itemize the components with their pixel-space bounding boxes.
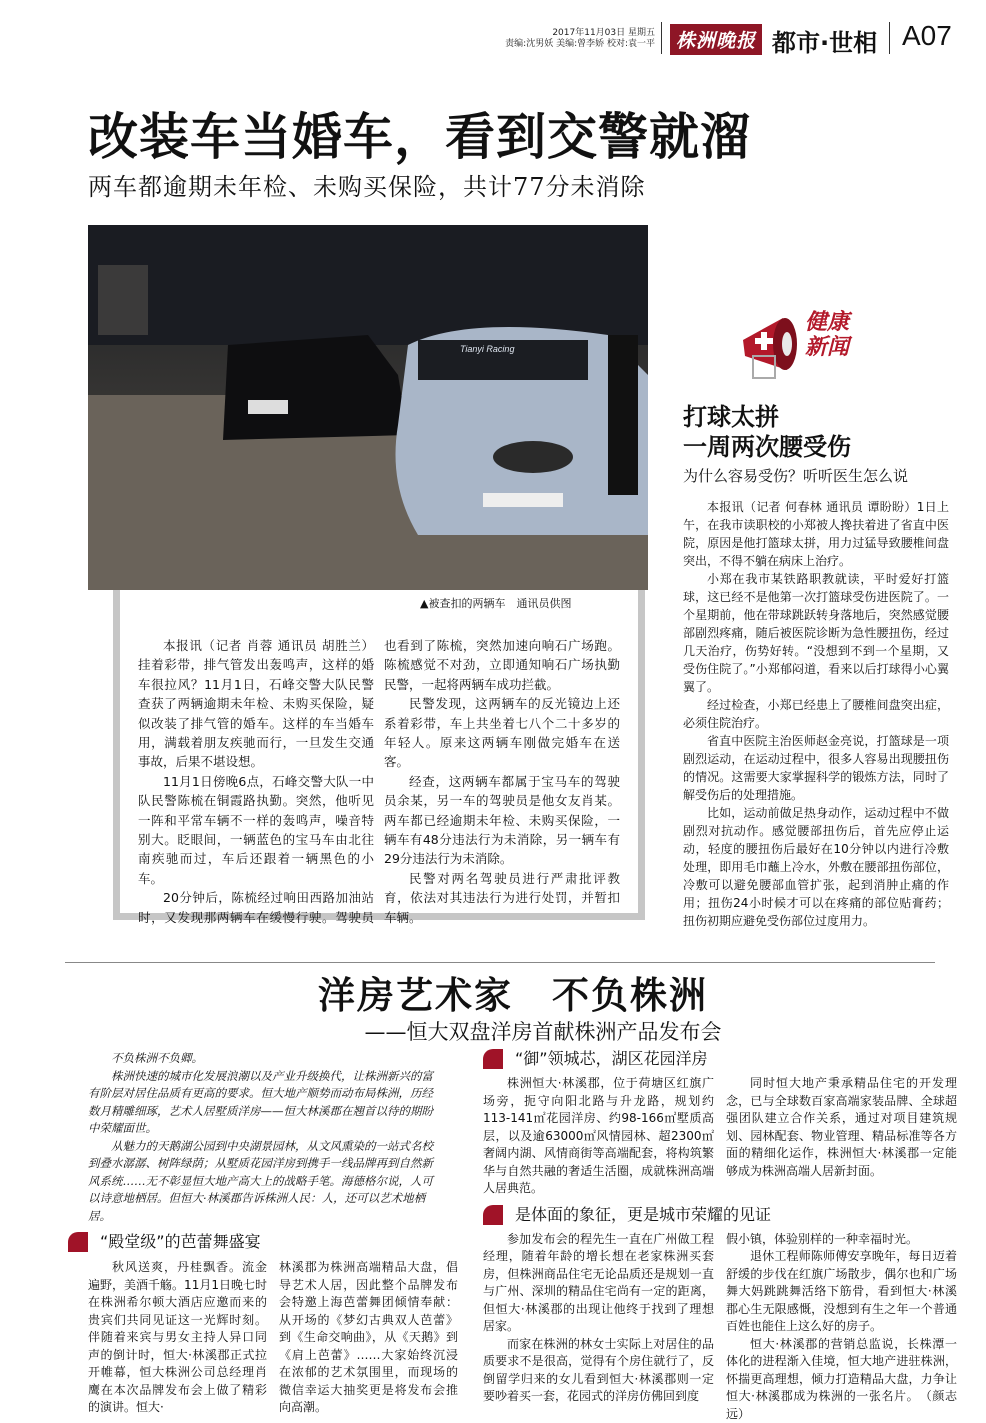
article-body xyxy=(138,636,620,927)
paragraph: 秋风送爽，丹桂飘香。流金遍野，美酒千觞。11月1日晚七时在株洲希尔顿大酒店应邀而来的贵宾们共同见证这一光辉时刻。伴随着来宾与男女主持人异口同声的倒计时，恒大·林溪郡正式拉开帷幕，恒大株洲公司总经理肖鹰在本次品牌发布会上做了精彩的演讲。恒大· xyxy=(88,1259,267,1417)
paragraph: 株洲快速的城市化发展浪潮以及产业升级换代，让株洲新兴的富有阶层对居住品质有更高的要求。恒大地产顺势而动布局株洲，历经数月精雕细琢，艺术人居墅质洋房——恒大林溪郡在翘首以待的期盼中荣耀面世。 xyxy=(88,1068,436,1138)
health-news-badge xyxy=(735,308,875,388)
page-number: A07 xyxy=(902,20,952,52)
ad-column xyxy=(726,1075,957,1198)
paragraph: 小郑在我市某铁路职教就读，平时爱好打篮球，这已经不是他第一次打篮球受伤进医院了。一个星期前，他在带球跳跃转身落地后，突然感觉腰部剧烈疼痛，随后被医院诊断为急性腰扭伤，经过几天治疗，伤势好转。“没想到不到一个星期，又受伤住院了。”小郑郁闷道，看来以后打球得小心翼翼了。 xyxy=(683,570,949,696)
editor-credits: 责编:沈男妖 美编:曾李娇 校对:袁一平 xyxy=(505,39,655,50)
paragraph: 经查，这两辆车都属于宝马车的驾驶员余某，另一车的驾驶员是他女友肖某。两车都已经逾期未年检、未购买保险，一辆车有48分违法行为未消除，另一辆车有29分违法行为未消除。 xyxy=(384,772,620,869)
health-title xyxy=(683,402,851,462)
windshield-banner-text: Tianyi Racing xyxy=(460,344,514,354)
paragraph: 从魅力的天鹅湖公园到中央湖景园林，从文风熏染的一站式名校到叠水潺潺、树阵绿荫；从墅质花园洋房到携手一线品牌再到自然新风系统……无不彰显恒大地产高大上的战略手笔。海德格尔说，人可以诗意地栖居。但恒大·林溪郡告诉株洲人民：人，还可以艺术地栖居。 xyxy=(88,1138,436,1226)
section-heading-text: “殿堂级”的芭蕾舞盛宴 xyxy=(100,1232,261,1252)
paragraph: 参加发布会的程先生一直在广州做工程经理，随着年龄的增长想在老家株洲买套房，但株洲商品住宅无论品质还是规划一直与广州、深圳的精品住宅尚有一定的距离，但恒大·林溪郡的出现让他终于找到了理想居家。 xyxy=(483,1231,714,1336)
issue-date: 2017年11月03日 星期五 xyxy=(505,28,655,39)
paragraph: 恒大·林溪郡的营销总监说，长株潭一体化的进程渐入佳境，恒大地产进驻株洲，怀揣更高理想，倾力打造精品大盘，力争让恒大·林溪郡成为株洲的一张名片。 （颜志远） xyxy=(726,1336,957,1423)
article-subtitle: 两车都逾期未年检、未购买保险，共计77分未消除 xyxy=(88,172,646,202)
paragraph: 林溪郡为株洲高端精品大盘，倡导艺术人居，因此整个品牌发布会特邀上海芭蕾舞团倾情奉献：从开场的《梦幻古典双人芭蕾》到《生命交响曲》，从《天鹅》到《肩上芭蕾》……大家始终沉浸在浓郁的艺术氛围里，而现场的微信幸运大抽奖更是将发布会推向高潮。 xyxy=(279,1259,458,1417)
paragraph: 退休工程师陈师傅安享晚年，每日迈着舒缓的步伐在红旗广场散步，偶尔也和广场舞大妈跳跳舞活络下筋骨，看到恒大·林溪郡心生无限感慨，没想到有生之年一个普通百姓也能住上这么好的房子。 xyxy=(726,1248,957,1336)
section-divider xyxy=(65,962,935,963)
section-heading xyxy=(68,1231,458,1253)
ad-right-area xyxy=(483,1048,957,1423)
ad-columns xyxy=(88,1259,458,1417)
photo-caption: ▲被查扣的两辆车 通讯员供图 xyxy=(420,597,571,611)
health-title-line: 一周两次腰受伤 xyxy=(683,432,851,462)
ad-column xyxy=(88,1259,267,1417)
ad-intro xyxy=(88,1050,436,1225)
paragraph: 不负株洲不负卿。 xyxy=(88,1050,436,1068)
paragraph: 本报讯（记者 肖蓉 通讯员 胡胜兰）挂着彩带，排气管发出轰鸣声，这样的婚车很拉风？11月1日，石峰交警大队民警查获了两辆逾期未年检、未购买保险，疑似改装了排气管的婚车。这样的车当婚车用，满载着朋友疾驰而行，一旦发生交通事故，后果不堪设想。 xyxy=(138,636,374,772)
ad-columns xyxy=(483,1075,957,1198)
health-title-line: 打球太拼 xyxy=(683,402,851,432)
cars-photo-graphic xyxy=(88,225,648,590)
ad-title: 洋房艺术家 不负株洲 xyxy=(40,975,986,1017)
ad-columns xyxy=(483,1231,957,1423)
article-title: 改装车当婚车，看到交警就溜 xyxy=(88,108,751,166)
health-body xyxy=(683,498,949,930)
paragraph: 而家在株洲的林女士实际上对居住的品质要求不是很高，觉得有个房住就行了，反倒留学归来的女儿看到恒大·林溪郡则一定要吵着买一套，花园式的洋房仿佛回到度 xyxy=(483,1336,714,1406)
paragraph: 比如，运动前做足热身动作，运动过程中不做剧烈对抗动作。感觉腰部扭伤后，首先应停止运动，轻度的腰扭伤后最好在10分钟以内进行冷敷处理，即用毛巾蘸上冷水，外敷在腰部扭伤部位，冷敷可以避免腰部血管扩张，起到消肿止痛的作用；扭伤24小时候才可以在疼痛的部位贴膏药；扭伤初期应避免受伤部位过度用力。 xyxy=(683,804,949,930)
section-heading-text: 是体面的象征，更是城市荣耀的见证 xyxy=(515,1205,771,1225)
paragraph: 株洲恒大·林溪郡，位于荷塘区红旗广场旁，扼守向阳北路与升龙路，规划约113-141㎡花园洋房、约98-166㎡墅质高层，以及逾63000㎡风情园林、超2300㎡奢阔内湖、风情商街等高端配套，将构筑繁华与自然共融的奢适生活圈，成就株洲高端人居典范。 xyxy=(483,1075,714,1198)
ad-column xyxy=(279,1259,458,1417)
section-heading xyxy=(483,1048,957,1070)
header-divider xyxy=(661,22,662,54)
ad-column xyxy=(483,1231,714,1423)
news-photo xyxy=(88,225,648,590)
megaphone-icon xyxy=(735,310,805,382)
section-mark-icon xyxy=(68,1232,88,1252)
ad-subtitle: ——恒大双盘洋房首献株洲产品发布会 xyxy=(100,1020,986,1044)
paragraph: 本报讯（记者 何春林 通讯员 谭盼盼）1日上午，在我市读职校的小郑被人搀扶着进了省直中医院，原因是他打篮球太拼，用力过猛导致腰椎间盘突出，不得不躺在病床上治疗。 xyxy=(683,498,949,570)
paragraph: 省直中医院主治医师赵金亮说，打篮球是一项剧烈运动，在运动过程中，很多人容易出现腰扭伤的情况。这需要大家掌握科学的锻炼方法，同时了解受伤后的处理措施。 xyxy=(683,732,949,804)
health-news-label: 健康新闻 xyxy=(805,310,855,360)
section-heading xyxy=(483,1204,957,1226)
section-mark-icon xyxy=(483,1049,503,1069)
paragraph: 民警发现，这两辆车的反光镜边上还系着彩带，车上共坐着七八个二十多岁的年轻人。原来这两辆车刚做完婚车在送客。 xyxy=(384,694,620,772)
section-heading-text: “御”领城芯，湖区花园洋房 xyxy=(515,1049,708,1069)
paragraph: 同时恒大地产秉承精品住宅的开发理念，已与全球数百家高端家装品牌、全球超强团队建立合作关系，通过对项目建筑规划、园林配套、物业管理、精品标准等各方面的精细化运作，株洲恒大·林溪郡一定能够成为株洲高端人居新封面。 xyxy=(726,1075,957,1180)
paragraph: 假小镇，体验别样的一种幸福时光。 xyxy=(726,1231,957,1249)
section-name: 都市·世相 xyxy=(772,23,877,58)
section-mark-icon xyxy=(483,1205,503,1225)
paragraph: 民警对两名驾驶员进行严肃批评教育，依法对其违法行为进行处罚，并暂扣车辆。 xyxy=(384,869,620,927)
paragraph: 20分钟后，陈梳经过响田西路加油站时，又发现那两辆车在缓慢行驶。驾驶员也看到了陈梳，突然加速向响石广场跑。陈梳感觉不对劲，立即通知响石广场执勤民警，一起将两辆车成功拦截。 xyxy=(138,636,620,927)
ad-column xyxy=(483,1075,714,1198)
header-divider-2 xyxy=(889,22,890,54)
health-subtitle: 为什么容易受伤？听听医生怎么说 xyxy=(683,467,908,485)
ad-column xyxy=(726,1231,957,1423)
paper-logo: 株洲晚报 xyxy=(670,24,762,55)
ad-left-area xyxy=(88,1050,458,1417)
paragraph: 经过检查，小郑已经患上了腰椎间盘突出症，必须住院治疗。 xyxy=(683,696,949,732)
issue-meta xyxy=(505,28,655,50)
paragraph: 11月1日傍晚6点，石峰交警大队一中队民警陈梳在铜霞路执勤。突然，他听见一阵和平常车辆不一样的轰鸣声，噪音特别大。眨眼间，一辆蓝色的宝马车由北往南疾驰而过，车后还跟着一辆黑色的小车。 xyxy=(138,772,374,888)
